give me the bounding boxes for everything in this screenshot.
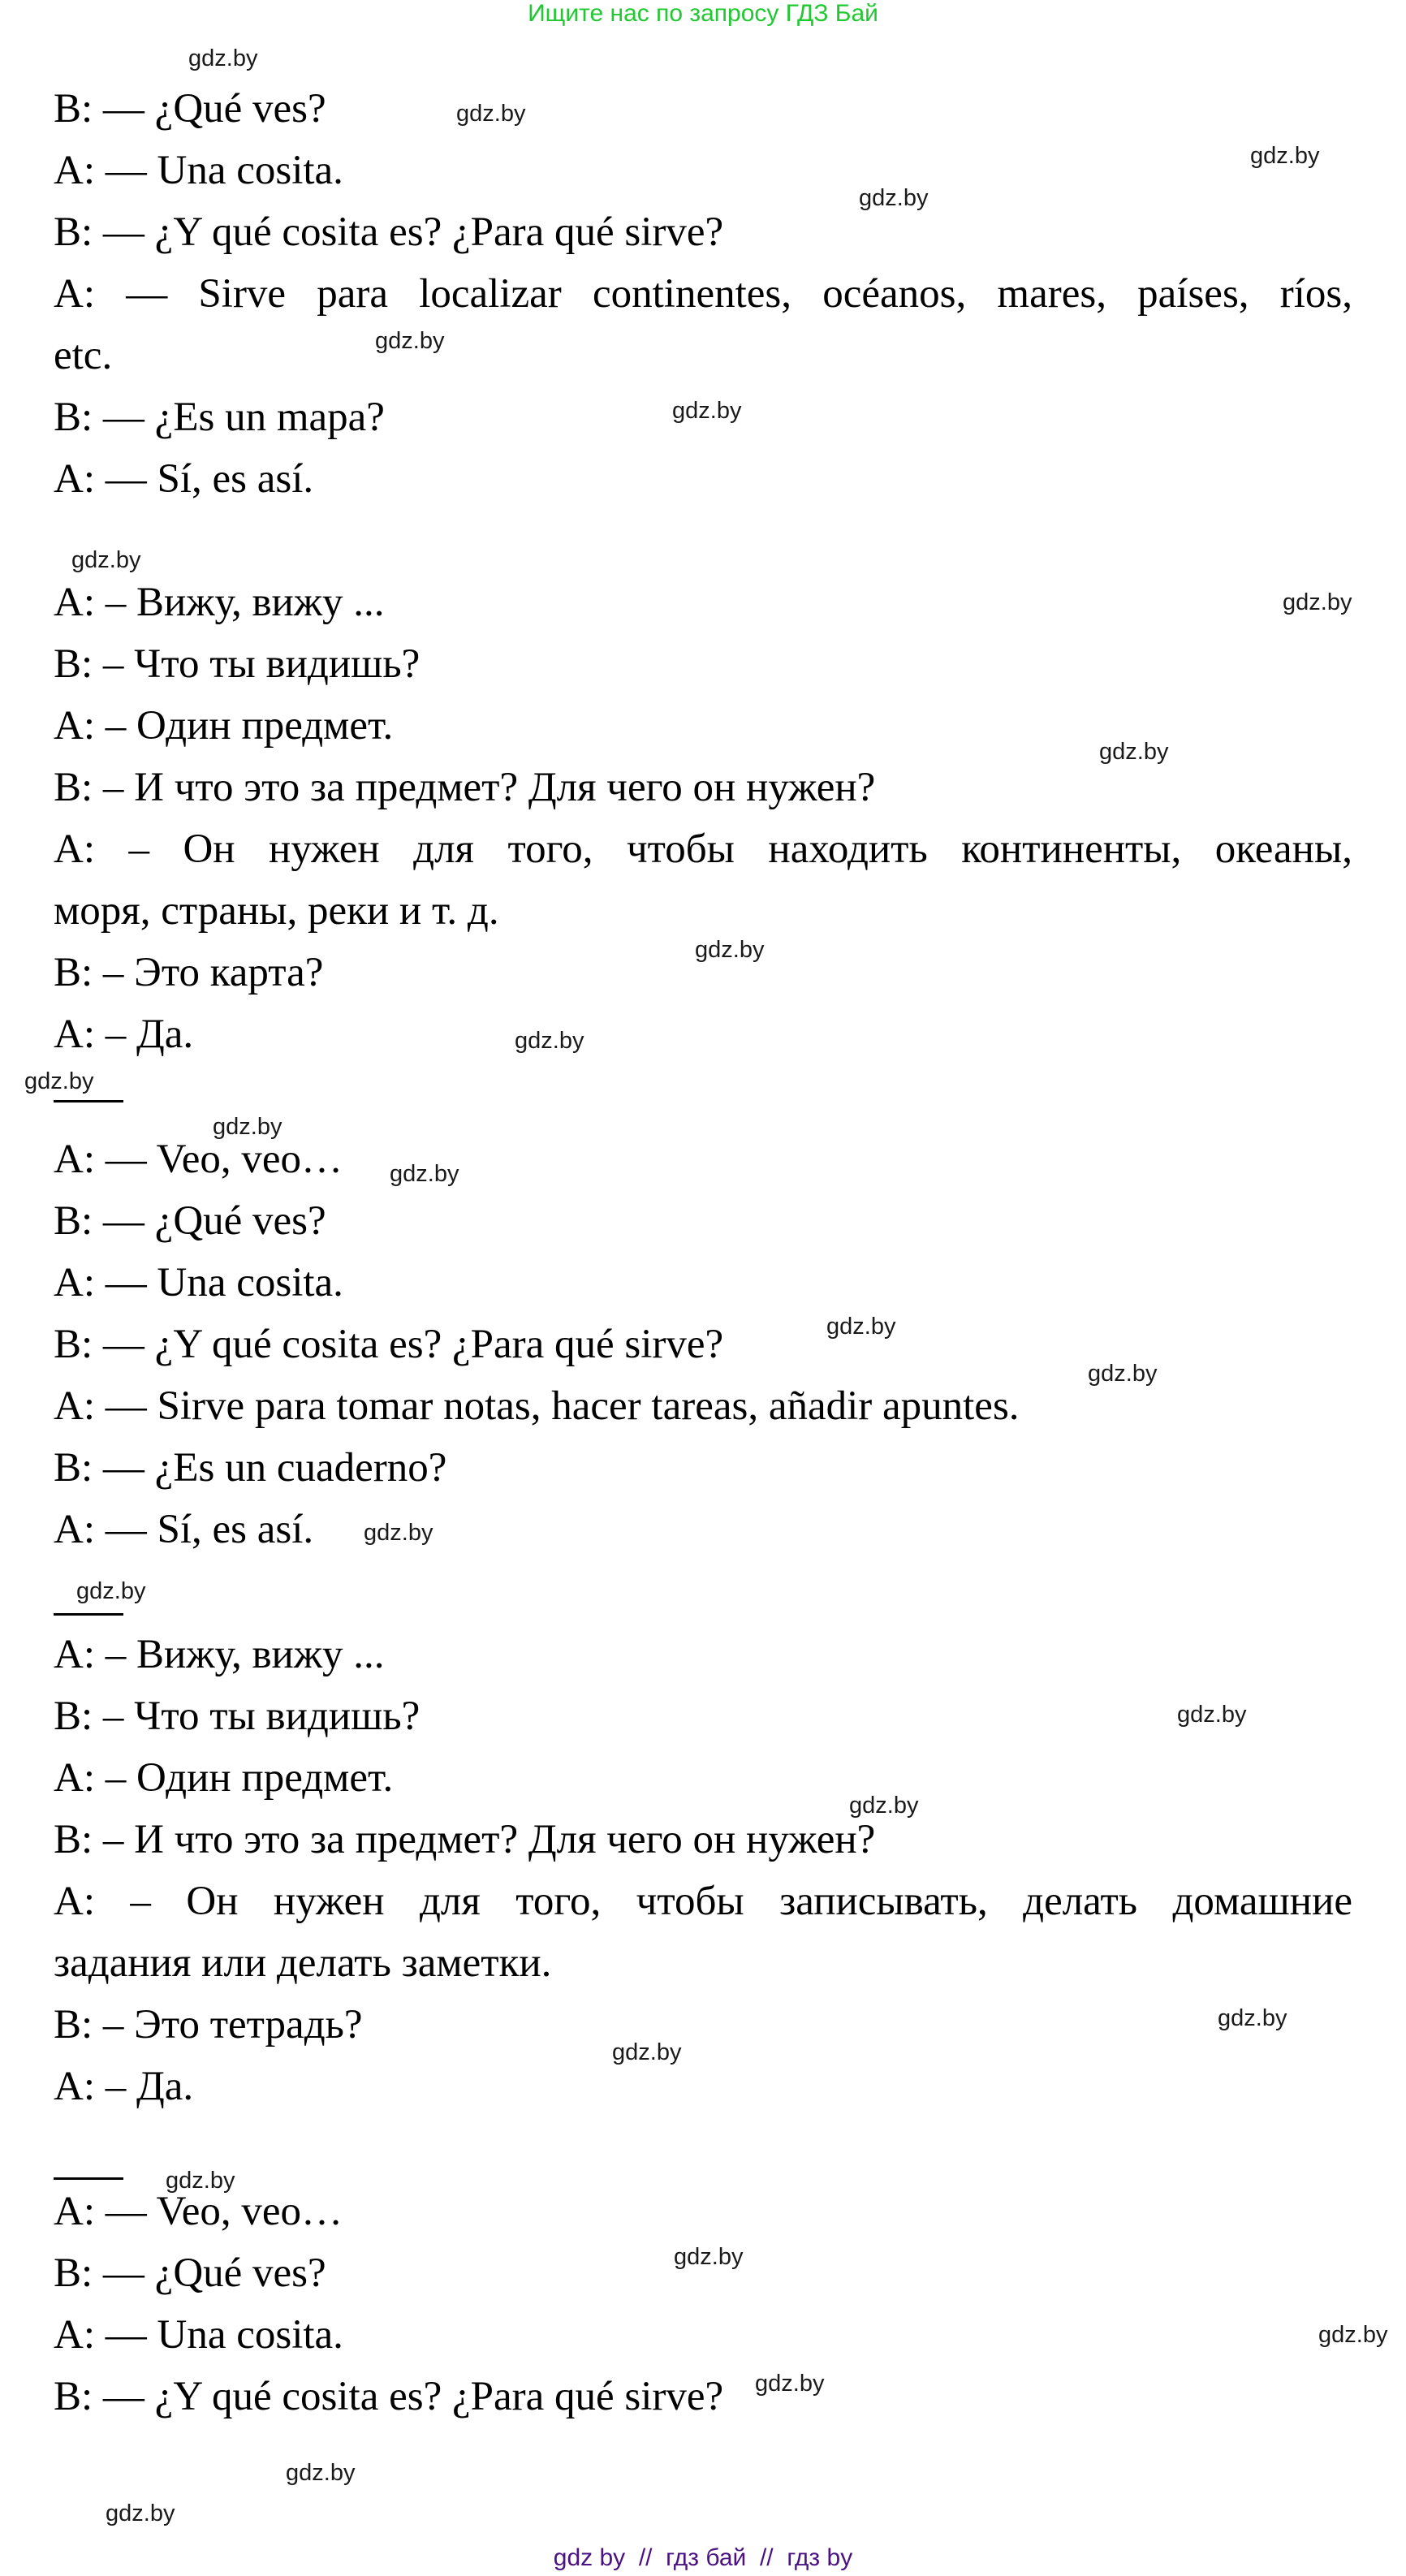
watermark: gdz.by — [375, 328, 445, 354]
watermark: gdz.by — [1250, 143, 1320, 169]
section-separator — [54, 2177, 123, 2180]
dialogue-line: B: – И что это за предмет? Для чего он нужен? — [54, 765, 876, 810]
watermark: gdz.by — [106, 2500, 175, 2526]
watermark: gdz.by — [859, 185, 929, 211]
watermark: gdz.by — [1218, 2005, 1287, 2031]
watermark: gdz.by — [166, 2168, 235, 2194]
header-banner: Ищите нас по запросу ГДЗ Бай — [528, 0, 878, 27]
dialogue-line: A: — Sirve para localizar continentes, océanos, mares, países, ríos, — [54, 271, 1352, 317]
dialogue-line: A: — Una cosita. — [54, 148, 343, 193]
footer-banner: gdz by // гдз бай // гдз by — [553, 2544, 853, 2571]
dialogue-line: B: – Что ты видишь? — [54, 1694, 421, 1739]
watermark: gdz.by — [755, 2371, 825, 2397]
dialogue-line: B: – Это тетрадь? — [54, 2002, 363, 2047]
dialogue-line: B: — ¿Y qué cosita es? ¿Para qué sirve? — [54, 1322, 724, 1367]
watermark: gdz.by — [674, 2244, 744, 2270]
dialogue-line: A: – Да. — [54, 2064, 194, 2109]
watermark: gdz.by — [849, 1793, 919, 1819]
dialogue-line: A: – Он нужен для того, чтобы записывать, делать домашние — [54, 1879, 1352, 1924]
dialogue-line: A: — Sí, es así. — [54, 456, 314, 502]
watermark: gdz.by — [695, 937, 765, 963]
dialogue-line: B: – Это карта? — [54, 950, 324, 995]
watermark: gdz.by — [1283, 589, 1352, 615]
watermark: gdz.by — [188, 45, 258, 71]
dialogue-line: A: — Sirve para tomar notas, hacer tareas, añadir apuntes. — [54, 1383, 1020, 1429]
section-separator — [54, 1100, 123, 1102]
watermark: gdz.by — [1318, 2322, 1388, 2348]
dialogue-line: B: — ¿Qué ves? — [54, 1198, 326, 1244]
dialogue-line: B: — ¿Es un mapa? — [54, 395, 385, 440]
dialogue-line: A: — Veo, veo… — [54, 1137, 343, 1182]
watermark: gdz.by — [672, 398, 742, 424]
watermark: gdz.by — [515, 1028, 584, 1054]
dialogue-line: A: — Sí, es así. — [54, 1507, 314, 1552]
watermark: gdz.by — [1177, 1702, 1247, 1728]
watermark: gdz.by — [71, 547, 141, 573]
dialogue-line: B: — ¿Es un cuaderno? — [54, 1445, 447, 1491]
dialogue-line: B: — ¿Qué ves? — [54, 86, 326, 132]
watermark: gdz.by — [364, 1520, 433, 1546]
dialogue-line: A: — Veo, veo… — [54, 2189, 343, 2234]
dialogue-line: A: — Una cosita. — [54, 2312, 343, 2358]
watermark: gdz.by — [76, 1578, 146, 1604]
dialogue-line: моря, страны, реки и т. д. — [54, 888, 499, 934]
watermark: gdz.by — [456, 101, 526, 127]
section-separator — [54, 1613, 123, 1616]
dialogue-line: etc. — [54, 333, 113, 378]
watermark: gdz.by — [24, 1068, 94, 1094]
dialogue-line: A: – Один предмет. — [54, 1755, 394, 1801]
dialogue-line: B: — ¿Y qué cosita es? ¿Para qué sirve? — [54, 2374, 724, 2419]
dialogue-line: A: – Да. — [54, 1012, 194, 1057]
watermark: gdz.by — [1099, 739, 1169, 765]
dialogue-line: B: – И что это за предмет? Для чего он нужен? — [54, 1817, 876, 1862]
watermark: gdz.by — [213, 1114, 282, 1140]
dialogue-line: A: – Вижу, вижу ... — [54, 1632, 385, 1677]
dialogue-line: B: – Что ты видишь? — [54, 641, 421, 687]
dialogue-line: B: — ¿Y qué cosita es? ¿Para qué sirve? — [54, 209, 724, 255]
dialogue-line: B: — ¿Qué ves? — [54, 2250, 326, 2296]
dialogue-line: A: – Один предмет. — [54, 703, 394, 749]
dialogue-line: A: — Una cosita. — [54, 1260, 343, 1305]
watermark: gdz.by — [286, 2460, 356, 2486]
dialogue-line: A: – Вижу, вижу ... — [54, 580, 385, 625]
watermark: gdz.by — [1088, 1361, 1158, 1387]
dialogue-line: задания или делать заметки. — [54, 1940, 552, 1986]
watermark: gdz.by — [612, 2039, 682, 2065]
dialogue-line: A: – Он нужен для того, чтобы находить континенты, океаны, — [54, 826, 1352, 872]
watermark: gdz.by — [826, 1314, 896, 1340]
watermark: gdz.by — [390, 1161, 459, 1187]
